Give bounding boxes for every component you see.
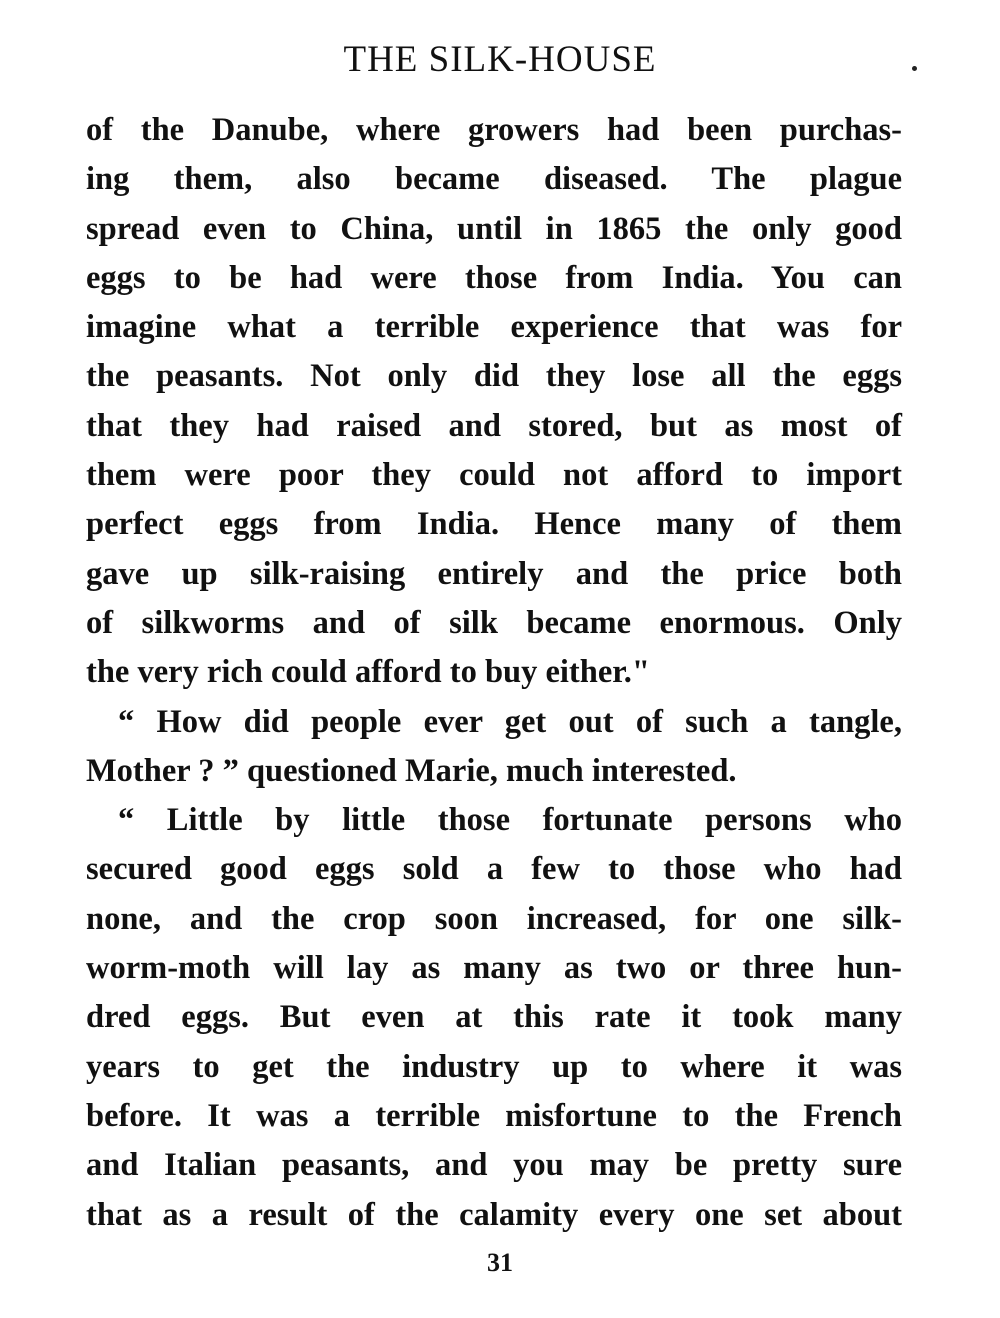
page-number: 31	[487, 1248, 513, 1277]
print-speck	[912, 66, 917, 71]
text-line: spread even to China, until in 1865 the only good	[86, 210, 902, 247]
text-line: before. It was a terrible misfortune to the French	[86, 1097, 902, 1134]
text-line: Mother ? ” questioned Marie, much interested.	[86, 752, 737, 789]
text-line: “ Little by little those fortunate persons who	[118, 802, 902, 839]
text-line: the peasants. Not only did they lose all the eggs	[86, 358, 902, 395]
text-line: secured good eggs sold a few to those who had	[86, 851, 902, 888]
text-line: of the Danube, where growers had been purchas-	[86, 112, 902, 148]
text-line: years to get the industry up to where it was	[86, 1048, 902, 1085]
text-line: gave up silk-raising entirely and the price both	[86, 555, 902, 592]
text-line: that as a result of the calamity every one set about	[86, 1196, 902, 1233]
text-line: ing them, also became diseased. The plague	[86, 161, 902, 198]
text-line: them were poor they could not afford to import	[86, 457, 902, 494]
running-head: THE SILK-HOUSE	[343, 39, 657, 80]
text-line: that they had raised and stored, but as most of	[86, 407, 902, 444]
text-line: perfect eggs from India. Hence many of them	[86, 506, 902, 543]
text-line: none, and the crop soon increased, for one silk-	[86, 900, 902, 937]
text-line: and Italian peasants, and you may be pretty sure	[86, 1147, 902, 1184]
text-line: imagine what a terrible experience that was for	[86, 309, 902, 346]
text-line: “ How did people ever get out of such a tangle,	[118, 703, 902, 740]
text-line: the very rich could afford to buy either."	[86, 654, 650, 691]
text-line: dred eggs. But even at this rate it took many	[86, 999, 902, 1036]
body-text	[86, 106, 902, 1240]
text-line: of silkworms and of silk became enormous. Only	[86, 604, 902, 641]
text-line: eggs to be had were those from India. You can	[86, 259, 902, 296]
text-line: worm-moth will lay as many as two or three hun-	[86, 950, 902, 987]
